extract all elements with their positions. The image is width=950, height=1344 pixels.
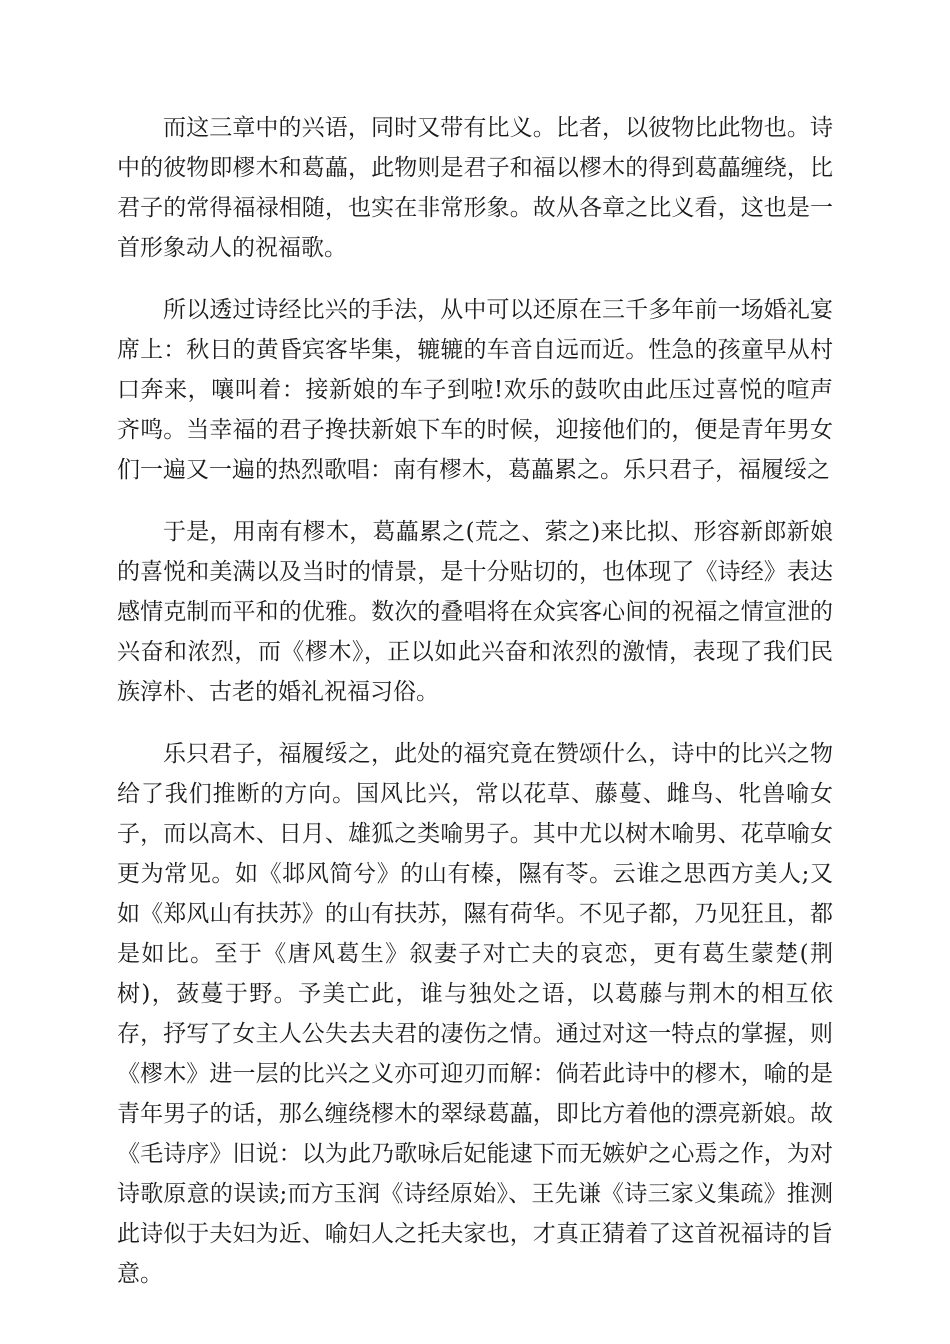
document-body — [117, 108, 833, 1316]
paragraph-4: 乐只君子，福履绥之，此处的福究竟在赞颂什么，诗中的比兴之物给了我们推断的方向。国风比兴，常以花草、藤蔓、雌鸟、牝兽喻女子，而以高木、日月、雄狐之类喻男子。其中尤以树木喻男、花草喻女更为常见。如《邶风简兮》的山有榛，隰有苓。云谁之思西方美人;又如《郑风山有扶苏》的山有扶苏，隰有荷华。不见子都，乃见狂且，都是如比。至于《唐风葛生》叙妻子对亡夫的哀恋，更有葛生蒙楚(荆树)，蔹蔓于野。予美亡此，谁与独处之语，以葛藤与荆木的相互依存，抒写了女主人公失去夫君的凄伤之情。通过对这一特点的掌握，则《樛木》进一层的比兴之义亦可迎刃而解：倘若此诗中的樛木，喻的是青年男子的话，那么缠绕樛木的翠绿葛藟，即比方着他的漂亮新娘。故《毛诗序》旧说：以为此乃歌咏后妃能逮下而无嫉妒之心焉之作，为对诗歌原意的误读;而方玉润《诗经原始》、王先谦《诗三家义集疏》推测此诗似于夫妇为近、喻妇人之托夫家也，才真正猜着了这首祝福诗的旨意。 — [117, 741, 833, 1287]
paragraph-1: 而这三章中的兴语，同时又带有比义。比者，以彼物比此物也。诗中的彼物即樛木和葛藟，此物则是君子和福以樛木的得到葛藟缠绕，比君子的常得福禄相随，也实在非常形象。故从各章之比义看，这也是一首形象动人的祝福歌。 — [117, 115, 833, 261]
paragraph-3: 于是，用南有樛木，葛藟累之(荒之、萦之)来比拟、形容新郎新娘的喜悦和美满以及当时的情景，是十分贴切的，也体现了《诗经》表达感情克制而平和的优雅。数次的叠唱将在众宾客心间的祝福之情宣泄的兴奋和浓烈，而《樛木》，正以如此兴奋和浓烈的激情，表现了我们民族淳朴、古老的婚礼祝福习俗。 — [117, 519, 833, 705]
paragraph-2: 所以透过诗经比兴的手法，从中可以还原在三千多年前一场婚礼宴席上：秋日的黄昏宾客毕集，辘辘的车音自远而近。性急的孩童早从村口奔来，嚷叫着：接新娘的车子到啦!欢乐的鼓吹由此压过喜悦的喧声齐鸣。当幸福的君子搀扶新娘下车的时候，迎接他们的，便是青年男女们一遍又一遍的热烈歌唱：南有樛木，葛藟累之。乐只君子，福履绥之 — [117, 297, 833, 483]
